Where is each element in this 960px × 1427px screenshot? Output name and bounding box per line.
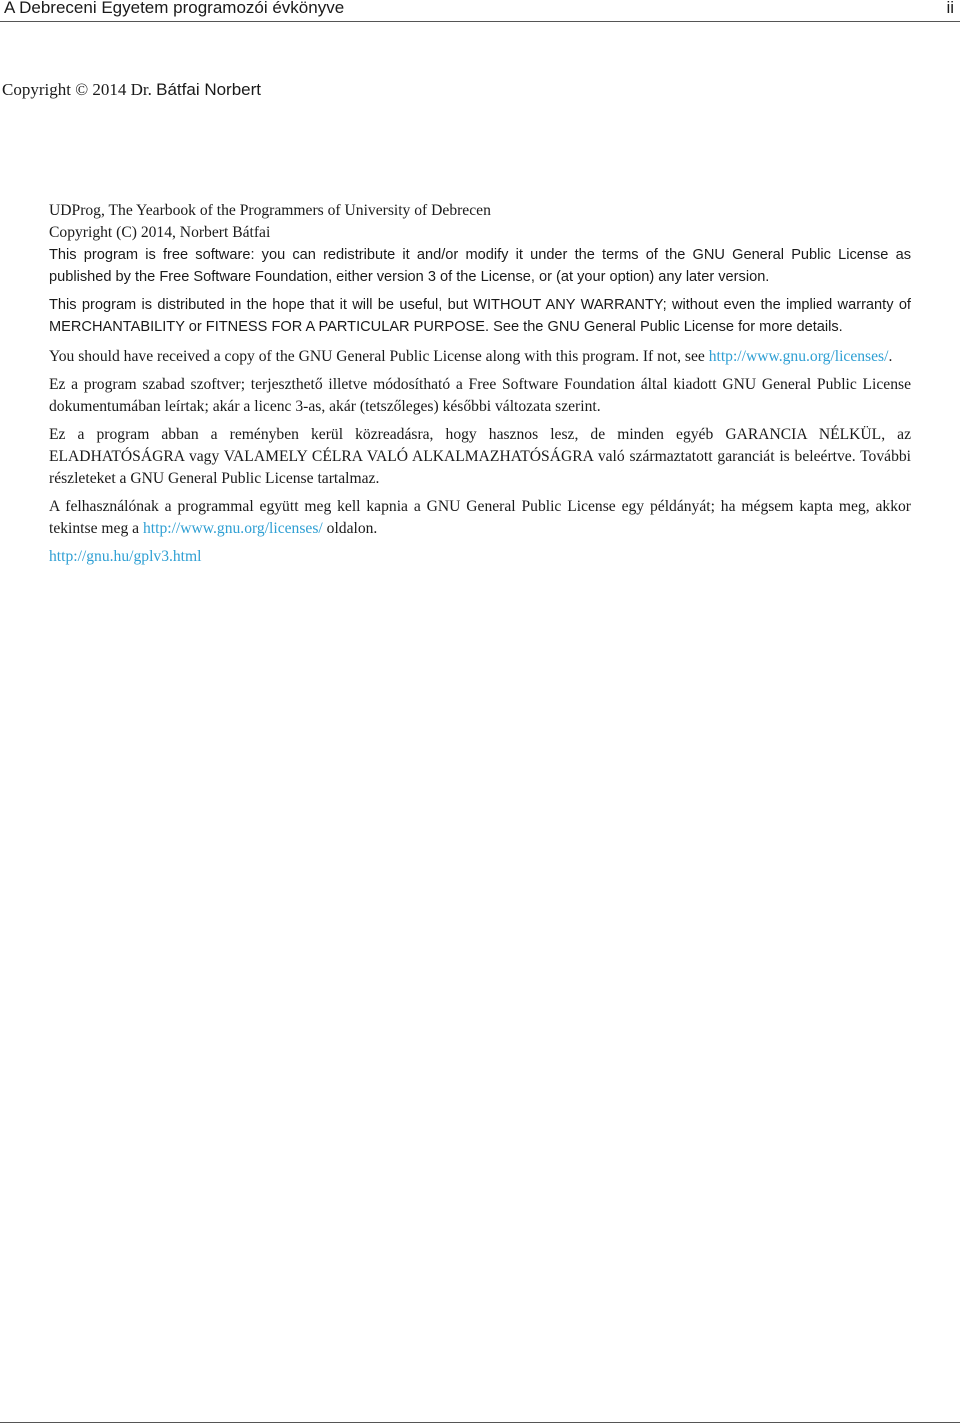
copyright-year: 2014 (92, 80, 127, 99)
copyright-holder: Bátfai Norbert (156, 80, 262, 99)
gnu-licenses-link[interactable]: http://www.gnu.org/licenses/ (708, 347, 889, 365)
header-divider (0, 21, 960, 22)
license-copyright-line: Copyright (C) 2014, Norbert Bátfai (49, 223, 271, 241)
footer-divider (0, 1422, 960, 1423)
license-paragraph-free-software: This program is free software: you can redistribute it and/or modify it under the terms of the GNU General Public License as published by the Free Software Foundation, either version 3 of the License, or (at your option) any later version. (49, 247, 911, 285)
license-block (49, 200, 911, 568)
hu-license-paragraph-free-software: Ez a program szabad szoftver; terjeszthető illetve módosítható a Free Software Foundation által kiadott GNU General Public License dokumentumában leírtak; akár a licenc 3-as, akár (tetszőleges) későbbi változata szerint. (49, 376, 911, 415)
hu-license-paragraph-warranty: Ez a program abban a reményben kerül közreadásra, hogy hasznos lesz, de minden egyéb GARANCIA NÉLKÜL, az ELADHATÓSÁGRA vagy VALAMELY CÉLRA VALÓ ALKALMAZHATÓSÁGRA való származtatott garanciát is beleértve. További részleteket a GNU General Public License tartalmaz. (49, 426, 911, 487)
hu-gnu-licenses-link[interactable]: http://www.gnu.org/licenses/ (142, 519, 323, 537)
hu-license-paragraph-copy (49, 496, 911, 539)
copyright-prefix: Copyright (2, 80, 71, 99)
gplv3-paragraph (49, 546, 911, 568)
running-header-title: A Debreceni Egyetem programozói évkönyve (4, 0, 345, 17)
copyright-notice (2, 79, 261, 101)
hu-license-copy-end: oldalon. (326, 519, 378, 537)
license-copy-text: You should have received a copy of the GNU General Public License along with this program. If not, see (49, 347, 705, 365)
license-paragraph-copy (49, 346, 911, 368)
yearbook-title-line: UDProg, The Yearbook of the Programmers of University of Debrecen (49, 202, 491, 219)
license-copy-end: . (888, 347, 893, 365)
gplv3-link[interactable]: http://gnu.hu/gplv3.html (49, 548, 202, 566)
license-paragraph-warranty: This program is distributed in the hope that it will be useful, but WITHOUT ANY WARRANTY; without even the implied warranty of MERCHANTABILITY or FITNESS FOR A PARTICULAR PURPOSE. See the GNU General Public License for more details. (49, 297, 911, 335)
copyright-title-abbr: Dr. (130, 80, 152, 99)
page-number: ii (946, 0, 954, 17)
copyright-symbol: © (75, 80, 89, 99)
hu-license-copy-text: A felhasználónak a programmal együtt meg kell kapnia a GNU General Public License egy példányát; ha mégsem kapta meg, akkor tekintse meg a (49, 498, 911, 537)
